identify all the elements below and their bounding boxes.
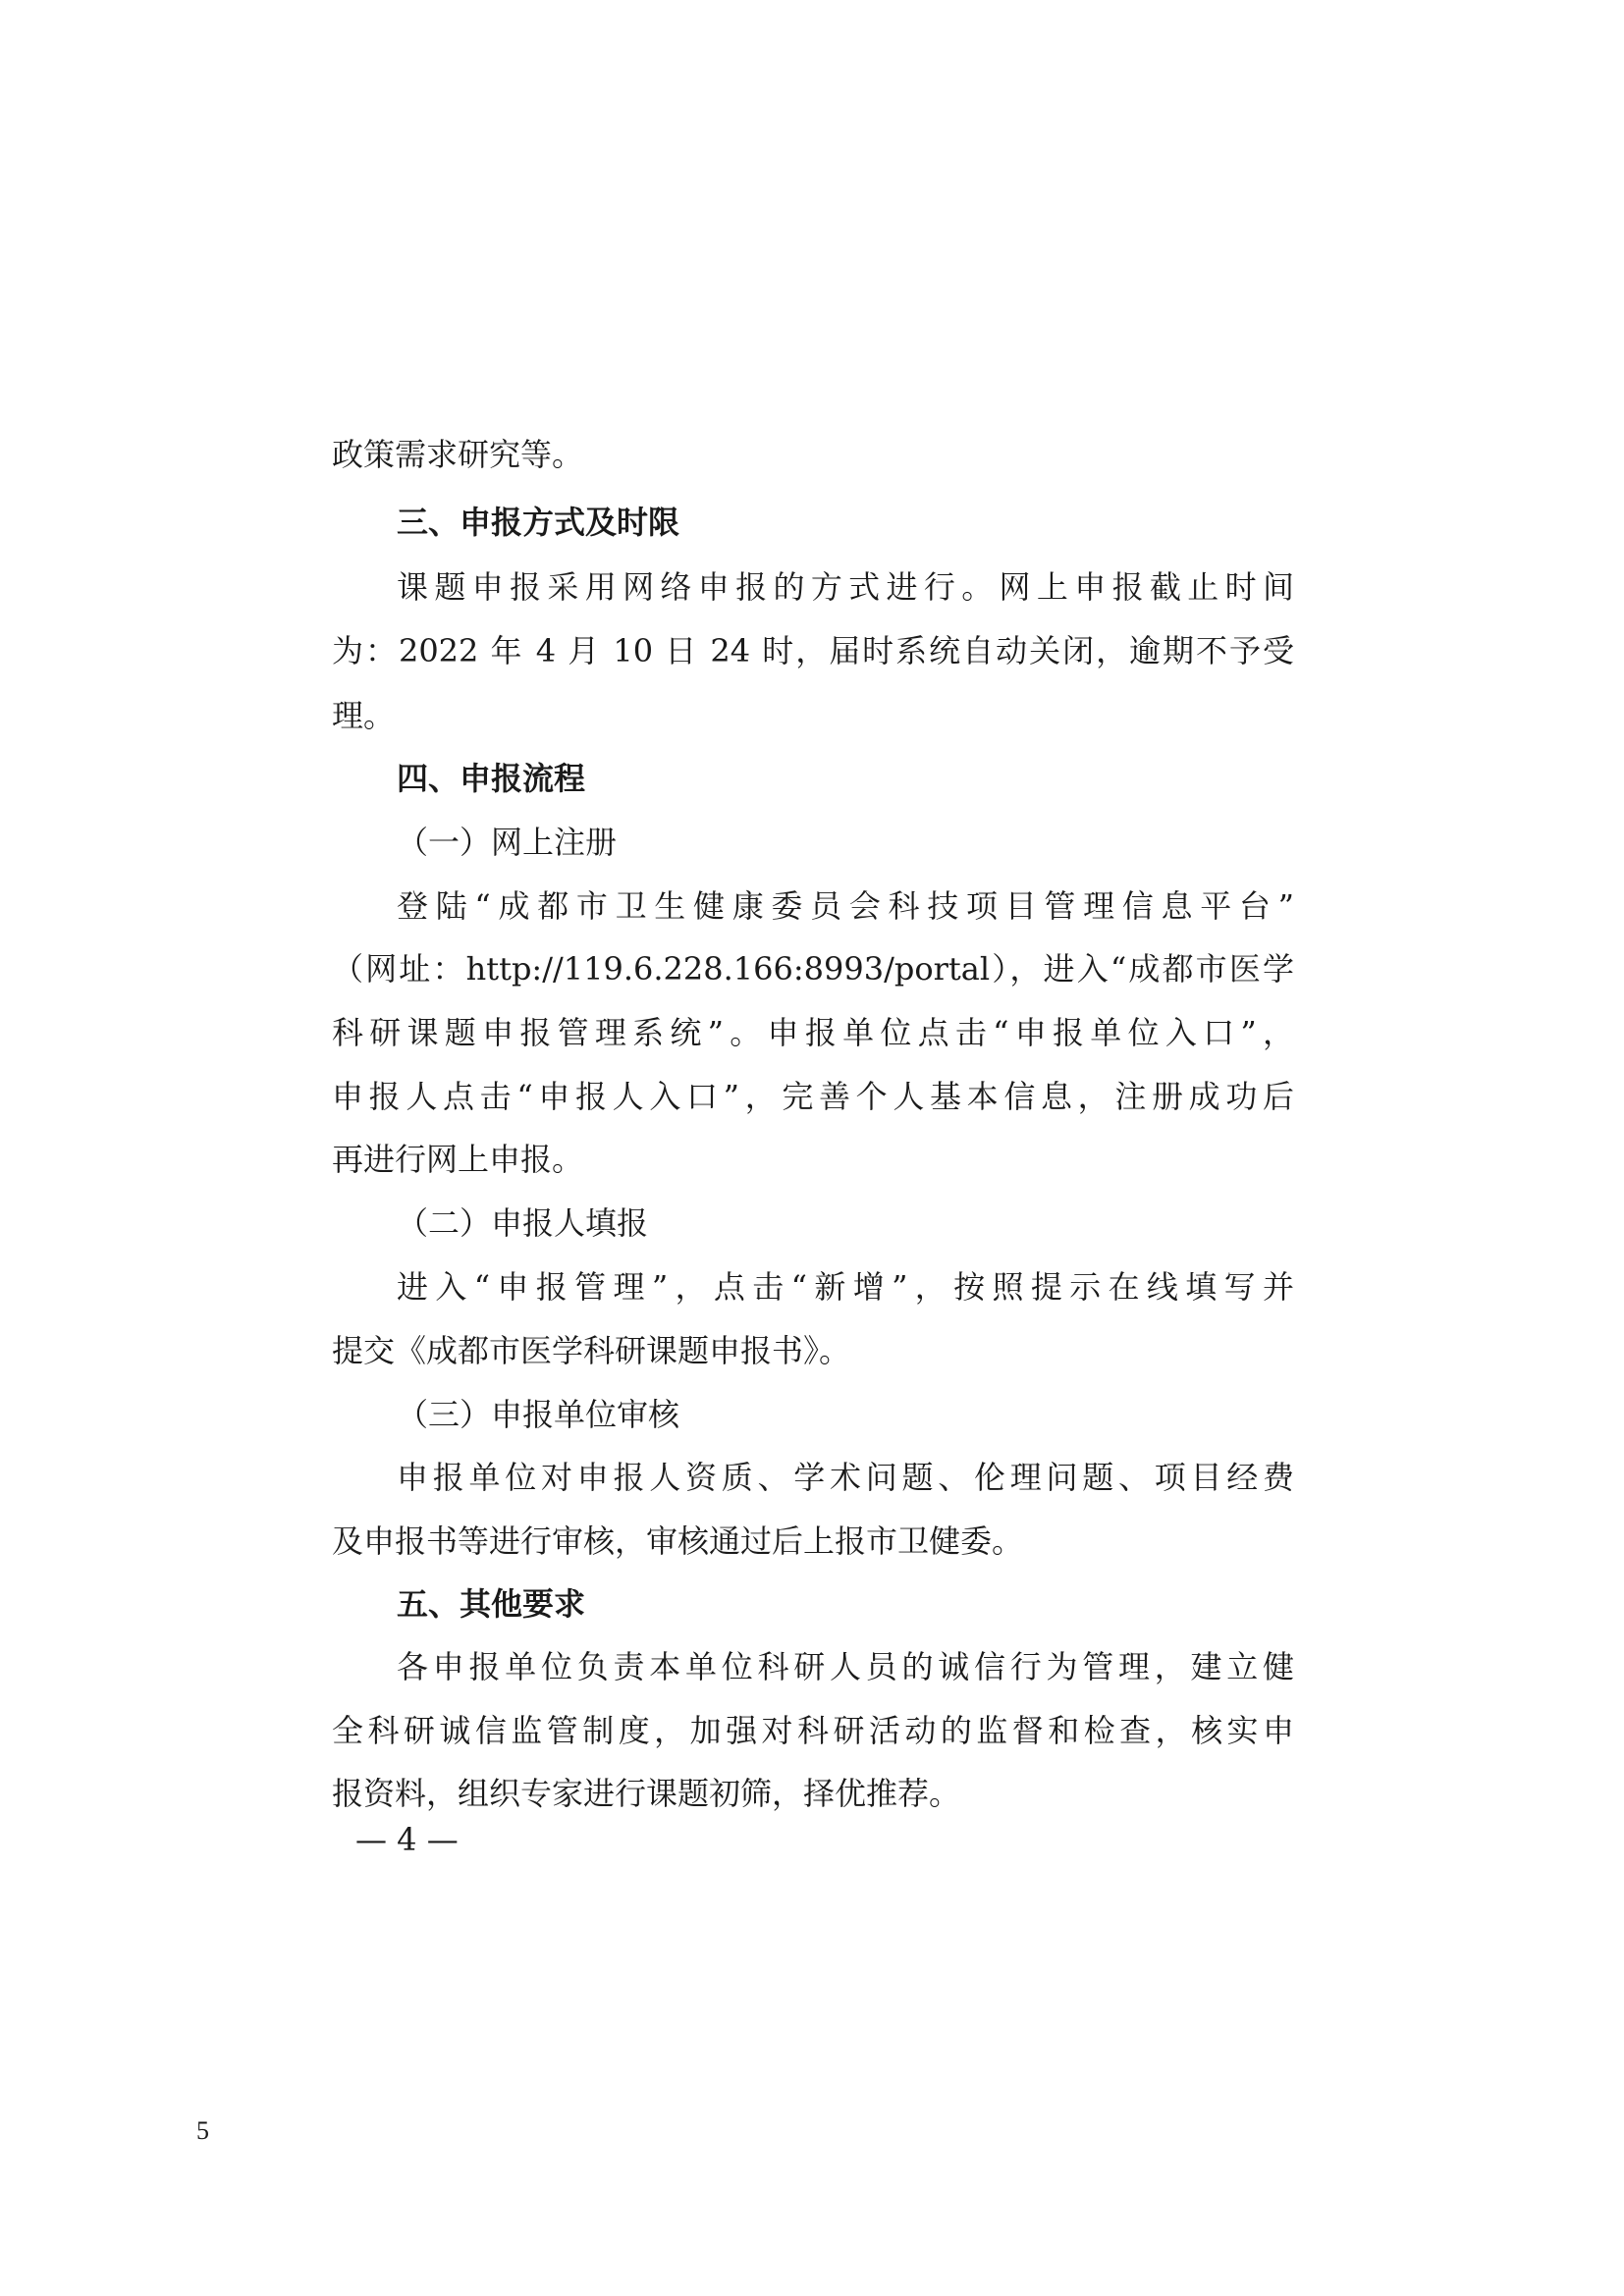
subsection-heading-3: （三）申报单位审核 (397, 1396, 680, 1433)
paragraph-line: 提交《成都市医学科研课题申报书》。 (332, 1332, 851, 1369)
paragraph-line: 各申报单位负责本单位科研人员的诚信行为管理，建立健 (397, 1648, 1294, 1685)
paragraph-line: 全科研诚信监管制度，加强对科研活动的监督和检查，核实申 (332, 1712, 1294, 1749)
paragraph-line: 科研课题申报管理系统”。申报单位点击“申报单位入口”， (332, 1014, 1294, 1051)
paragraph-line: 课题申报采用网络申报的方式进行。网上申报截止时间 (397, 568, 1294, 606)
page-number-label: — 4 — (355, 1821, 459, 1858)
paragraph-line: 进入“申报管理”，点击“新增”，按照提示在线填写并 (397, 1268, 1294, 1306)
paragraph-line: 报资料，组织专家进行课题初筛，择优推荐。 (332, 1775, 961, 1812)
section-heading-3: 三、申报方式及时限 (397, 504, 680, 541)
section-heading-4: 四、申报流程 (397, 760, 586, 797)
paragraph-line: （网址：http://119.6.228.166:8993/portal），进入“成都市医学 (332, 950, 1294, 988)
paragraph-line: 申报单位对申报人资质、学术问题、伦理问题、项目经费 (397, 1459, 1294, 1496)
paragraph-line: 及申报书等进行审核，审核通过后上报市卫健委。 (332, 1522, 1024, 1560)
subsection-heading-2: （二）申报人填报 (397, 1204, 649, 1242)
footer-page-number: 5 (196, 2116, 209, 2145)
paragraph-line: 登陆“成都市卫生健康委员会科技项目管理信息平台” (397, 887, 1294, 925)
section-heading-5: 五、其他要求 (397, 1585, 586, 1623)
subsection-heading-1: （一）网上注册 (397, 824, 618, 861)
paragraph-line: 政策需求研究等。 (332, 436, 584, 473)
paragraph-line: 理。 (332, 697, 396, 734)
paragraph-line: 申报人点击“申报人入口”，完善个人基本信息，注册成功后 (332, 1078, 1294, 1115)
paragraph-line: 再进行网上申报。 (332, 1141, 584, 1178)
paragraph-line: 为：2022 年 4 月 10 日 24 时，届时系统自动关闭，逾期不予受 (332, 632, 1294, 669)
